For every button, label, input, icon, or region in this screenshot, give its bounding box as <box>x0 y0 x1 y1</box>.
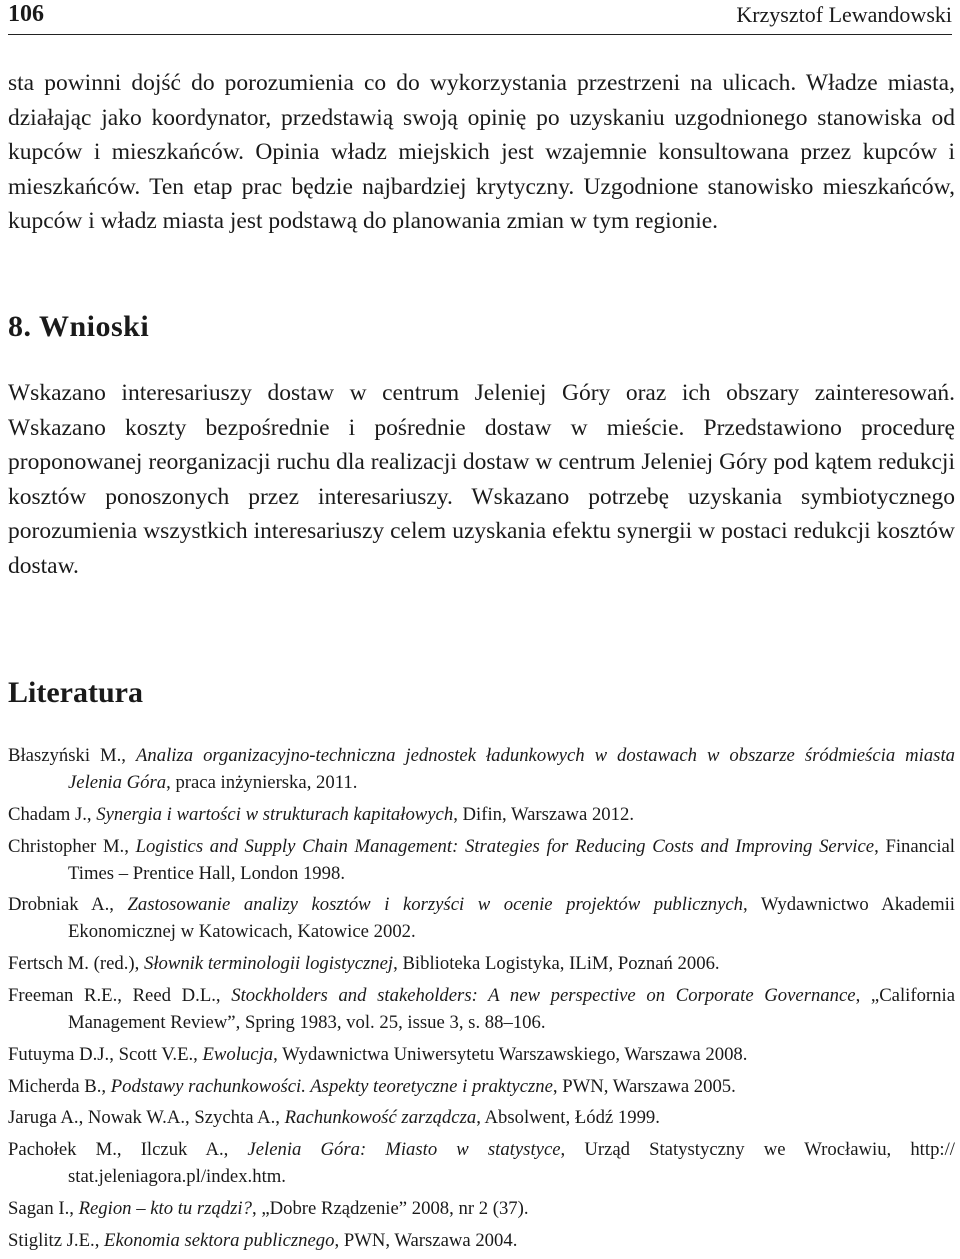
reference-author: Chadam J., <box>8 803 97 825</box>
running-head-author: Krzysztof Lewandowski <box>736 2 952 27</box>
reference-details: , Biblioteka Logistyka, ILiM, Poznań 2006. <box>393 953 720 975</box>
reference-author: Christopher M., <box>8 835 136 857</box>
reference-author: Pachołek M., Ilczuk A., <box>8 1139 248 1161</box>
page-number: 106 <box>8 1 44 27</box>
reference-title: Ekonomia sektora publicznego <box>104 1229 335 1251</box>
reference-title: Rachunkowość zarządcza <box>284 1107 477 1129</box>
reference-item <box>8 1136 955 1190</box>
reference-title: Słownik terminologii logistycznej <box>143 953 394 975</box>
reference-item <box>8 1195 955 1222</box>
reference-title: Region – kto tu rządzi? <box>78 1197 252 1219</box>
reference-details: , PWN, Warszawa 2005. <box>552 1075 736 1097</box>
reference-author: Błaszyński M., <box>8 745 136 766</box>
reference-details: , Difin, Warszawa 2012. <box>453 803 635 825</box>
reference-title: Analiza organizacyjno-techniczna jednostek ładunkowych w dostawach w obszarze śródmieścia miasta Jelenia Góra <box>68 745 955 793</box>
reference-author: Fertsch M. (red.), <box>8 953 144 975</box>
reference-item <box>8 1073 955 1100</box>
reference-details: , „Dobre Rządzenie” 2008, nr 2 (37). <box>251 1197 529 1219</box>
reference-item <box>8 1104 955 1131</box>
reference-details: , Urząd Statystyczny we Wrocławiu, http:// stat.jeleniagora.pl/index.htm. <box>68 1139 955 1188</box>
reference-author: Jaruga A., Nowak W.A., Szychta A., <box>8 1107 285 1129</box>
reference-item <box>8 950 955 977</box>
conclusions-paragraph: Wskazano interesariuszy dostaw w centrum Jeleniej Góry oraz ich obszary zainteresowań. Wskazano koszty bezpośrednie i pośrednie dostaw w mieście. Przedstawiono procedurę proponowanej reorganizacji ruchu dla realizacji dostaw w centrum Jeleniej Góry pod kątem redukcji kosztów ponoszonych przez interesariuszy. Wskazano potrzebę uzyskania symbiotycznego porozumienia wszystkich interesariuszy celem uzyskania efektu synergii w postaci redukcji kosztów dostaw. <box>8 380 955 579</box>
literature-heading: Literatura <box>8 676 143 709</box>
reference-author: Drobniak A., <box>8 894 128 916</box>
reference-item <box>8 891 955 945</box>
reference-details: , Wydawnictwo Akademii Ekonomicznej w Katowicach, Katowice 2002. <box>68 894 955 943</box>
reference-title: Zastosowanie analizy kosztów i korzyści w ocenie projektów publicznych <box>127 894 743 916</box>
section-heading: 8. Wnioski <box>8 310 150 343</box>
reference-title: Jelenia Góra: Miasto w statystyce <box>247 1139 561 1161</box>
reference-author: Micherda B., <box>8 1075 111 1097</box>
reference-author: Futuyma D.J., Scott V.E., <box>8 1043 203 1065</box>
running-header <box>8 0 952 35</box>
reference-author: Sagan I., <box>8 1197 79 1219</box>
reference-details: , Financial Times – Prentice Hall, London 1998. <box>68 835 955 884</box>
reference-item <box>8 1041 955 1068</box>
reference-details: , Wydawnictwa Uniwersytetu Warszawskiego, Warszawa 2008. <box>273 1043 748 1065</box>
reference-title: Podstawy rachunkowości. Aspekty teoretyczne i praktyczne <box>110 1075 553 1097</box>
reference-item <box>8 742 955 796</box>
reference-details: , „California Management Review”, Spring 1983, vol. 25, issue 3, s. 88–106. <box>68 984 955 1033</box>
reference-title: Stockholders and stakeholders: A new perspective on Corporate Governance <box>231 984 856 1006</box>
reference-item <box>8 833 955 887</box>
reference-item <box>8 982 955 1036</box>
body-paragraph: sta powinni dojść do porozumienia co do wykorzystania przestrzeni na ulicach. Władze miasta, działając jako koordynator, przedstawią swoją opinię po uzyskaniu uzgodnionego stanowiska od kupców i mieszkańców. Opinia władz miejskich jest wzajemnie konsultowana przez kupców i mieszkańców. Ten etap prac będzie najbardziej krytyczny. Uzgodnione stanowisko mieszkańców, kupców i władz miasta jest podstawą do planowania zmian w tym regionie. <box>8 70 955 235</box>
reference-list <box>8 742 955 1259</box>
reference-author: Freeman R.E., Reed D.L., <box>8 984 232 1006</box>
reference-item <box>8 1227 955 1254</box>
reference-details: , praca inżynierska, 2011. <box>166 772 358 793</box>
reference-title: Ewolucja <box>202 1043 274 1065</box>
reference-author: Stiglitz J.E., <box>8 1229 105 1251</box>
reference-title: Synergia i wartości w strukturach kapitałowych <box>96 803 454 825</box>
reference-title: Logistics and Supply Chain Management: Strategies for Reducing Costs and Improving Service <box>135 835 875 857</box>
reference-details: , Absolwent, Łódź 1999. <box>476 1107 660 1129</box>
reference-details: , PWN, Warszawa 2004. <box>334 1229 518 1251</box>
reference-item <box>8 801 955 828</box>
